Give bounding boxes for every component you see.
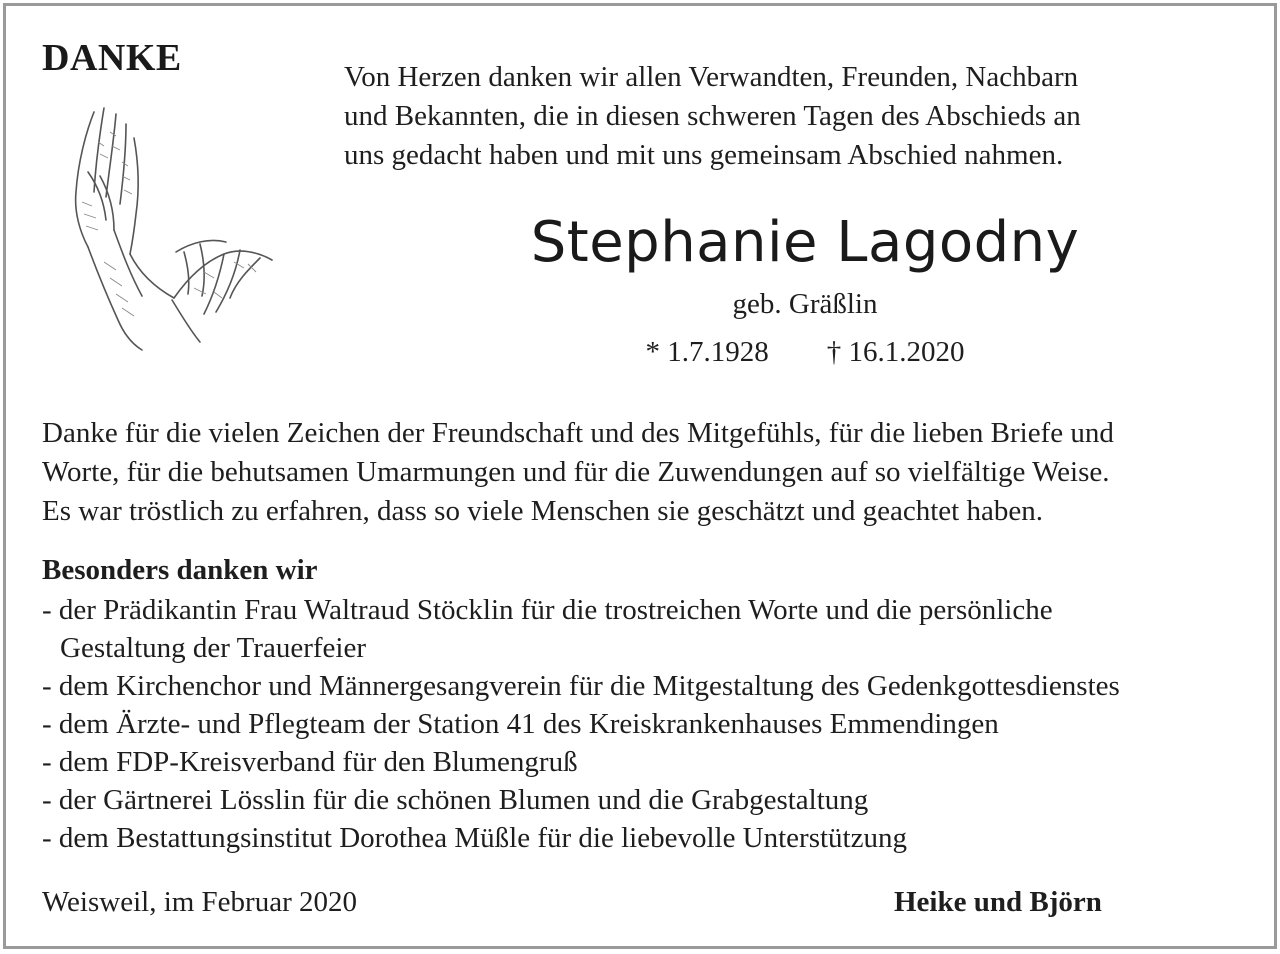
special-thanks-list (42, 591, 1267, 857)
life-dates (341, 336, 1269, 369)
place-date: Weisweil, im Februar 2020 (42, 886, 357, 918)
list-item: - der Gärtnerei Lösslin für die schönen Blumen und die Grabgestaltung (42, 784, 869, 816)
intro-text (344, 58, 1244, 175)
special-thanks-title: Besonders danken wir (42, 554, 318, 586)
paragraph-line: Es war tröstlich zu erfahren, dass so viele Menschen sie geschätzt und geachtet haben. (42, 495, 1043, 527)
birth-name: geb. Gräßlin (732, 288, 878, 320)
heading: DANKE (42, 37, 182, 79)
intro-line: Von Herzen danken wir allen Verwandten, Freunden, Nachbarn (344, 61, 1079, 93)
death-date: † 16.1.2020 (826, 336, 965, 368)
birth-date: * 1.7.1928 (645, 336, 769, 368)
list-item: - der Prädikantin Frau Waltraud Stöcklin für die trostreichen Worte und die persönliche (42, 594, 1053, 626)
deceased-name: Stephanie Lagodny (530, 210, 1080, 275)
list-item: - dem Bestattungsinstitut Dorothea Müßle für die liebevolle Unterstützung (42, 822, 907, 854)
intro-line: uns gedacht haben und mit uns gemeinsam Abschied nahmen. (344, 139, 1064, 171)
intro-line: und Bekannten, die in diesen schweren Tagen des Abschieds an (344, 100, 1081, 132)
paragraph-line: Danke für die vielen Zeichen der Freundschaft und des Mitgefühls, für die lieben Briefe und (42, 417, 1114, 449)
paragraph-line: Worte, für die behutsamen Umarmungen und für die Zuwendungen auf so vielfältige Weise. (42, 456, 1110, 488)
obituary-notice (3, 3, 1277, 949)
thanks-paragraph (42, 414, 1267, 531)
list-item: - dem Ärzte- und Pflegteam der Station 41 des Kreiskrankenhauses Emmendingen (42, 708, 999, 740)
signature: Heike und Björn (894, 886, 1102, 918)
praying-hands-icon (64, 102, 279, 352)
list-item: - dem FDP-Kreisverband für den Blumengruß (42, 746, 578, 778)
list-item: - dem Kirchenchor und Männergesangverein für die Mitgestaltung des Gedenkgottesdienstes (42, 670, 1120, 702)
list-item-continuation: Gestaltung der Trauerfeier (60, 632, 367, 664)
